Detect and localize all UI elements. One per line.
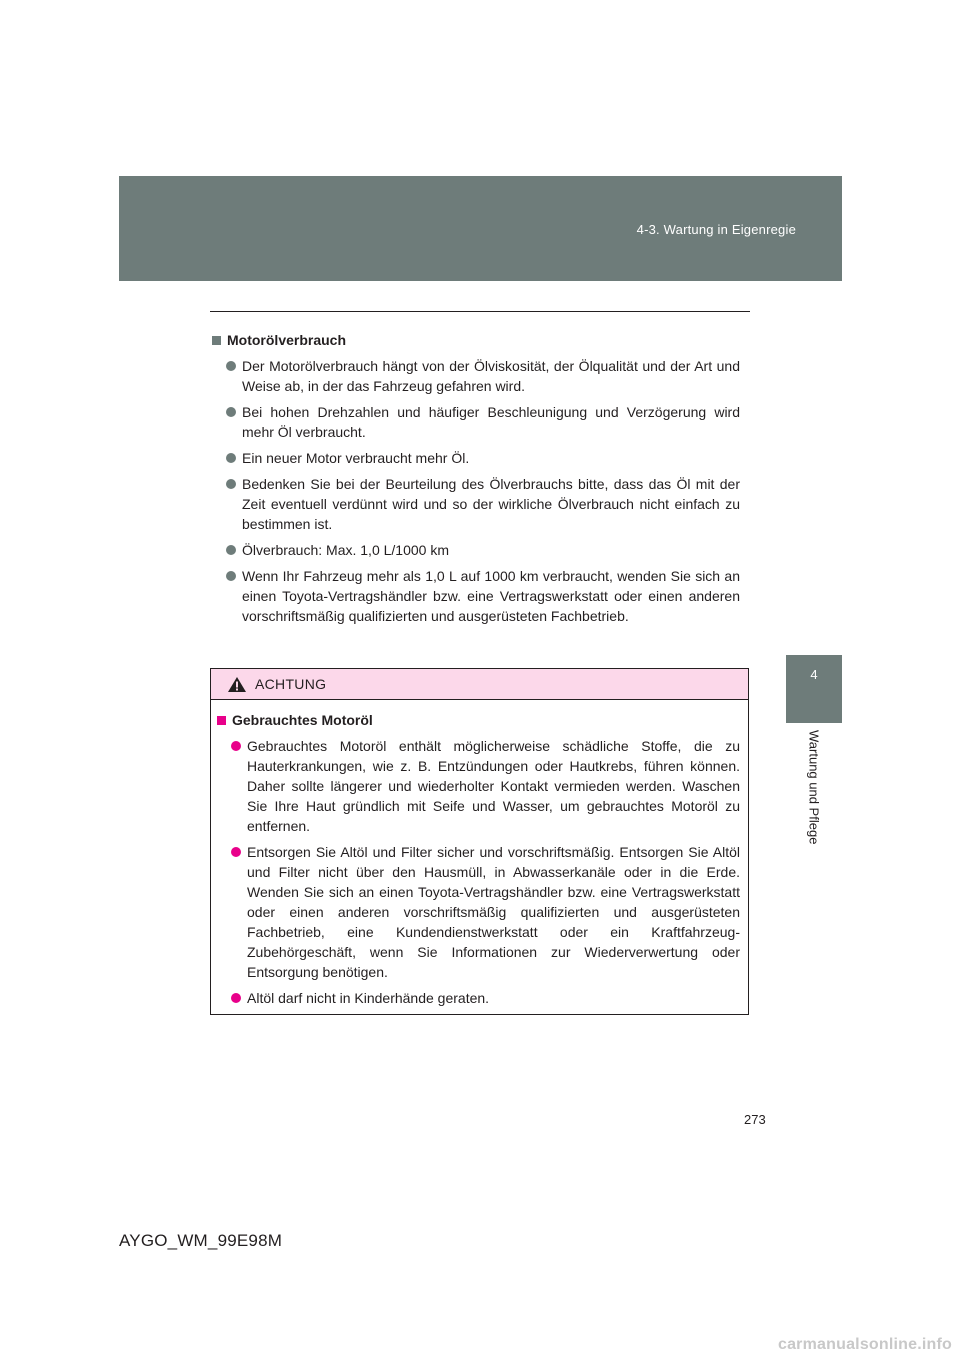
watermark-text: carmanualsonline.info: [777, 1336, 952, 1353]
list-item: Wenn Ihr Fahrzeug mehr als 1,0 L auf 1000 km verbraucht, wenden Sie sich an einen Toyota-Vertragshändler bzw. eine Vertragswerkstatt oder einen anderen vorschriftsmäßig qualifizierten und ausgerüsteten Fachbetrieb.: [212, 566, 740, 626]
chapter-number: 4: [810, 667, 818, 682]
warning-header: [211, 669, 748, 700]
round-bullet-icon: [231, 847, 241, 857]
list-item: Gebrauchtes Motoröl enthält möglicherweise schädliche Stoffe, die zu Hauterkrankungen, wie z. B. Entzündungen oder Hautkrebs, führen können. Daher sollte längerer und wiederholter Kontakt vermieden werden. Waschen Sie Ihre Haut gründlich mit Seife und Wasser, um gebrauchtes Motoröl zu entfernen.: [217, 736, 740, 836]
square-bullet-icon: [217, 716, 226, 725]
section-bullet-list: [212, 356, 740, 626]
list-item: Der Motorölverbrauch hängt von der Ölviskosität, der Ölqualität und der Art und Weise ab, in der das Fahrzeug gefahren wird.: [212, 356, 740, 396]
list-item: Bei hohen Drehzahlen und häufiger Beschleunigung und Verzögerung wird mehr Öl verbraucht.: [212, 402, 740, 442]
round-bullet-icon: [226, 361, 236, 371]
list-item: Altöl darf nicht in Kinderhände geraten.: [217, 988, 740, 1008]
document-code: AYGO_WM_99E98M: [119, 1231, 283, 1250]
chapter-tab: [786, 655, 842, 723]
round-bullet-icon: [226, 571, 236, 581]
round-bullet-icon: [226, 479, 236, 489]
list-item: Entsorgen Sie Altöl und Filter sicher und vorschriftsmäßig. Entsorgen Sie Altöl und Filter nicht über den Hausmüll, in Abwasserkanäle oder in die Erde. Wenden Sie sich an einen Toyota-Vertragshändler bzw. eine Vertragswerkstatt oder einen anderen vorschriftsmäßig qualifizierten und ausgerüsteten Fachbetrieb, eine Kundendienstwerkstatt oder ein Kraftfahrzeug-Zubehörgeschäft, wenn Sie Informationen zur Wiederverwertung oder Entsorgung benötigen.: [217, 842, 740, 982]
section-title-text: Motorölverbrauch: [227, 332, 347, 348]
section-title: [212, 330, 740, 350]
chapter-label: Wartung und Pflege: [806, 730, 822, 845]
warning-body: [211, 700, 748, 1008]
chapter-label-container: [786, 730, 842, 870]
warning-heading: ACHTUNG: [255, 676, 327, 692]
round-bullet-icon: [231, 741, 241, 751]
page-number: 273: [744, 1112, 766, 1127]
warning-bullet-list: [217, 736, 740, 1008]
square-bullet-icon: [212, 336, 221, 345]
warning-subtitle: [217, 710, 740, 730]
list-item: Ölverbrauch: Max. 1,0 L/1000 km: [212, 540, 740, 560]
round-bullet-icon: [226, 453, 236, 463]
section-divider: [210, 311, 750, 312]
warning-subtitle-text: Gebrauchtes Motoröl: [232, 712, 373, 728]
round-bullet-icon: [231, 993, 241, 1003]
list-item: Bedenken Sie bei der Beurteilung des Ölverbrauchs bitte, dass das Öl mit der Zeit eventuell verdünnt wird und so der wirkliche Ölverbrauch nicht einfach zu bestimmen ist.: [212, 474, 740, 534]
round-bullet-icon: [226, 545, 236, 555]
warning-box: [210, 668, 749, 1015]
round-bullet-icon: [226, 407, 236, 417]
warning-triangle-icon: [227, 676, 247, 693]
oil-consumption-section: [212, 330, 740, 632]
header-band: [119, 176, 842, 281]
list-item: Ein neuer Motor verbraucht mehr Öl.: [212, 448, 740, 468]
section-header-title: 4-3. Wartung in Eigenregie: [636, 222, 796, 237]
